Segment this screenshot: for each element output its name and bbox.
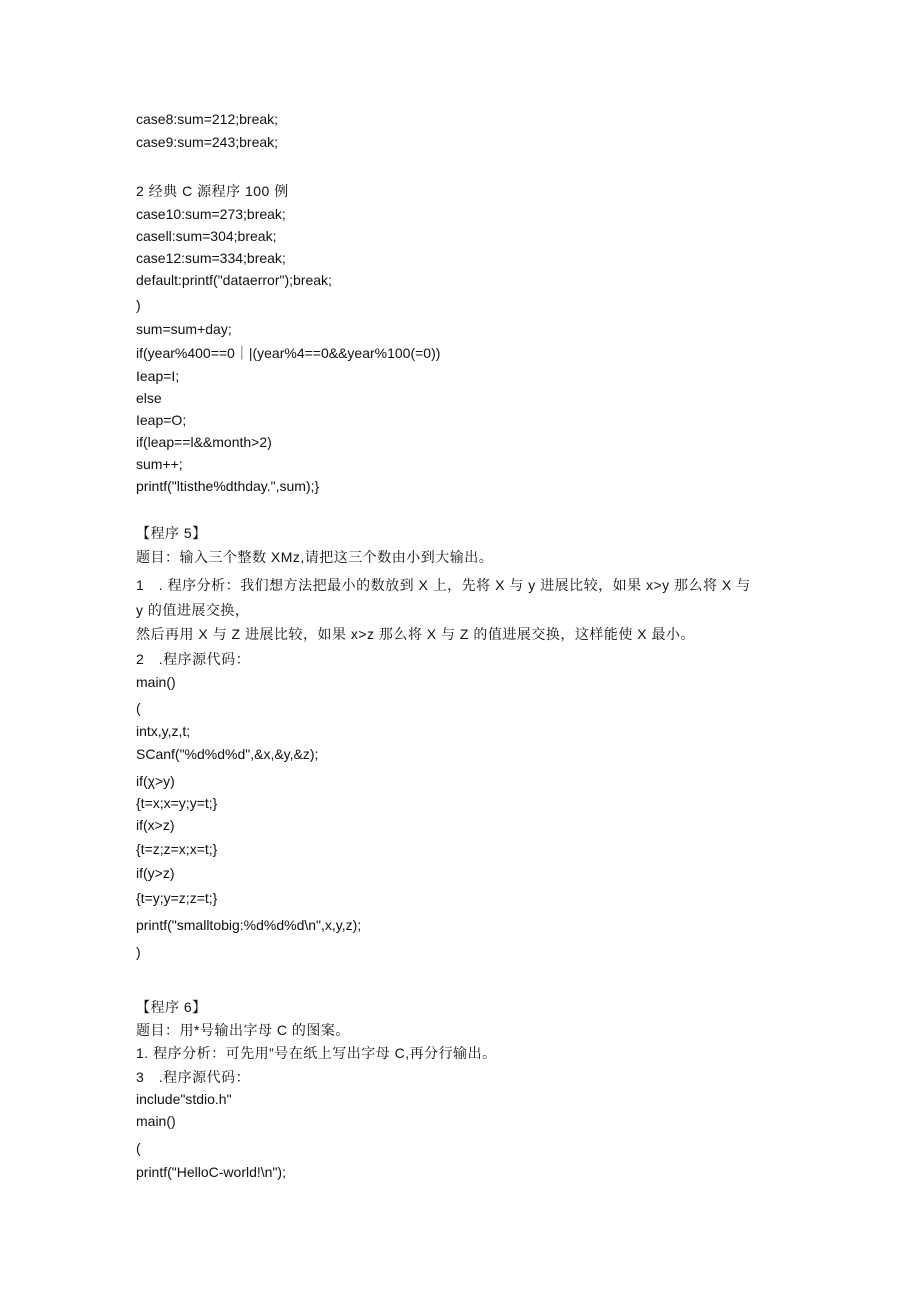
paragraph-line: 题目：输入三个整数 XMz,请把这三个数由小到大输出。 bbox=[136, 549, 494, 565]
code-line: ) bbox=[136, 944, 141, 960]
code-line: ) bbox=[136, 297, 141, 313]
code-line: if(y>z) bbox=[136, 865, 175, 881]
code-line: include"stdio.h" bbox=[136, 1091, 232, 1107]
paragraph-line: 2 .程序源代码： bbox=[136, 651, 251, 667]
code-line: if(x>z) bbox=[136, 817, 175, 833]
code-line: intx,y,z,t; bbox=[136, 723, 191, 739]
code-line: if(χ>y) bbox=[136, 773, 175, 789]
code-line: {t=x;x=y;y=t;} bbox=[136, 795, 218, 811]
paragraph-line: 题目：用*号输出字母 C 的图案。 bbox=[136, 1022, 350, 1038]
code-line: printf("ltisthe%dthday.",sum);} bbox=[136, 478, 320, 494]
code-line: {t=y;y=z;z=t;} bbox=[136, 890, 218, 906]
paragraph-line: y 的值进展交换， bbox=[136, 602, 250, 618]
code-line: casell:sum=304;break; bbox=[136, 228, 277, 244]
code-line: default:printf("dataerror");break; bbox=[136, 272, 332, 288]
code-line: case8:sum=212;break; bbox=[136, 111, 279, 127]
paragraph-line: 3 .程序源代码： bbox=[136, 1069, 251, 1085]
code-line: sum=sum+day; bbox=[136, 321, 232, 337]
code-line: sum++; bbox=[136, 456, 183, 472]
paragraph-line: 1 . 程序分析：我们想方法把最小的数放到 X 上，先将 X 与 y 进展比较，如果 x>y 那么将 X 与 bbox=[136, 577, 751, 593]
code-line: else bbox=[136, 390, 162, 406]
code-line: main() bbox=[136, 674, 176, 690]
code-line: if(year%400==0｜|(year%4==0&&year%100(=0)) bbox=[136, 345, 441, 361]
code-line: ( bbox=[136, 700, 141, 716]
section-heading: 【程序 5】 bbox=[136, 525, 207, 541]
code-line: case12:sum=334;break; bbox=[136, 250, 286, 266]
section-heading: 【程序 6】 bbox=[136, 999, 207, 1015]
paragraph-line: 然后再用 X 与 Z 进展比较，如果 x>z 那么将 X 与 Z 的值进展交换，这样能使 X 最小。 bbox=[136, 626, 695, 642]
code-line: ( bbox=[136, 1140, 141, 1156]
code-line: {t=z;z=x;x=t;} bbox=[136, 841, 218, 857]
paragraph-line: 1. 程序分析：可先用”号在纸上写出字母 C,再分行输出。 bbox=[136, 1045, 497, 1061]
code-line: printf("HelloC-world!\n"); bbox=[136, 1164, 286, 1180]
code-line: SCanf("%d%d%d",&x,&y,&z); bbox=[136, 746, 319, 762]
code-line: case9:sum=243;break; bbox=[136, 134, 279, 150]
code-line: if(leap==l&&month>2) bbox=[136, 434, 272, 450]
code-line: main() bbox=[136, 1113, 176, 1129]
code-line: Ieap=I; bbox=[136, 368, 180, 384]
code-line: printf("smalltobig:%d%d%d\n",x,y,z); bbox=[136, 917, 362, 933]
code-line: case10:sum=273;break; bbox=[136, 206, 286, 222]
code-line: Ieap=O; bbox=[136, 412, 187, 428]
page-header-text: 2 经典 C 源程序 100 例 bbox=[136, 183, 289, 199]
